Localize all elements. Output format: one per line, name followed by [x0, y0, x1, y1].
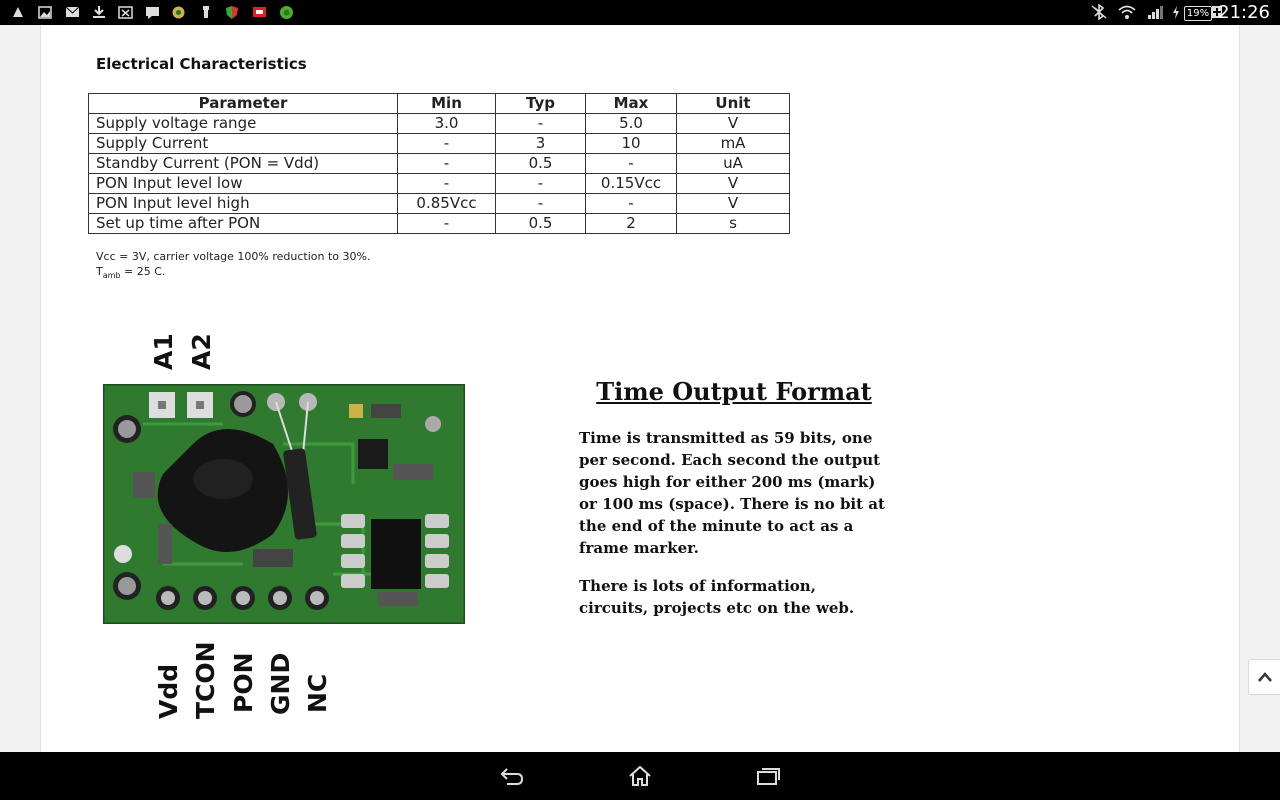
- receiver-module-photo: [103, 384, 465, 624]
- table-cell: 0.5: [496, 154, 586, 174]
- back-icon: [499, 766, 525, 786]
- table-cell: Standby Current (PON = Vdd): [89, 154, 398, 174]
- pin-label-a2: A2: [187, 333, 216, 370]
- scroll-to-top-button[interactable]: [1248, 659, 1280, 695]
- table-row: [89, 194, 790, 214]
- table-cell: 0.15Vcc: [586, 174, 677, 194]
- column-header: Typ: [496, 94, 586, 114]
- table-cell: 0.85Vcc: [398, 194, 496, 214]
- table-cell: 5.0: [586, 114, 677, 134]
- table-cell: mA: [677, 134, 790, 154]
- mail-icon: [64, 5, 80, 19]
- pin-label-pon: PON: [229, 652, 258, 713]
- status-time: 21:26: [1218, 2, 1270, 23]
- pin-label-nc: NC: [303, 673, 332, 713]
- chat-icon: [144, 5, 160, 19]
- flashlight-icon: [198, 5, 214, 19]
- game-icon: [278, 5, 294, 19]
- pin-label-gnd: GND: [266, 652, 295, 715]
- home-button[interactable]: [626, 764, 654, 788]
- document-sheet: [40, 25, 1240, 752]
- electrical-characteristics-table: [88, 93, 790, 234]
- table-cell: -: [496, 194, 586, 214]
- table-cell: uA: [677, 154, 790, 174]
- table-cell: 0.5: [496, 214, 586, 234]
- table-cell: PON Input level high: [89, 194, 398, 214]
- table-cell: -: [496, 114, 586, 134]
- note-subscript: amb: [102, 271, 121, 281]
- table-row: [89, 154, 790, 174]
- paragraph-1: Time is transmitted as 59 bits, one per second. Each second the output goes high for either 200 ms (mark) or 100 ms (space). There is no bit at the end of the minute to act as a frame marker.: [579, 429, 885, 557]
- section-heading: Time Output Format: [596, 377, 872, 406]
- pin-label-tcon: TCON: [191, 641, 220, 719]
- shield-icon: [224, 5, 240, 19]
- charging-icon: [1171, 5, 1181, 19]
- note-line-1: Vcc = 3V, carrier voltage 100% reduction to 30%.: [96, 250, 371, 263]
- table-cell: PON Input level low: [89, 174, 398, 194]
- paragraph-2: There is lots of information, circuits, projects etc on the web.: [579, 577, 855, 617]
- table-cell: -: [496, 174, 586, 194]
- table-row: [89, 134, 790, 154]
- signal-icon: [1146, 5, 1164, 19]
- column-header: Max: [586, 94, 677, 114]
- table-row: [89, 174, 790, 194]
- table-cell: 2: [586, 214, 677, 234]
- table-row: [89, 114, 790, 134]
- column-header: Parameter: [89, 94, 398, 114]
- table-cell: Set up time after PON: [89, 214, 398, 234]
- wifi-icon: [1117, 5, 1137, 19]
- note-suffix: = 25 C.: [120, 265, 166, 278]
- bluetooth-off-icon: [1089, 5, 1109, 19]
- column-header: Unit: [677, 94, 790, 114]
- table-header-row: [89, 94, 790, 114]
- table-cell: -: [398, 134, 496, 154]
- note-t: T: [96, 265, 103, 278]
- navigation-bar: [0, 752, 1280, 800]
- datasheet-note: [96, 249, 370, 283]
- table-cell: 3.0: [398, 114, 496, 134]
- column-header: Min: [398, 94, 496, 114]
- app-icon: [10, 5, 26, 19]
- notification-x-icon: [117, 5, 133, 19]
- page-viewport[interactable]: [0, 25, 1280, 752]
- settings-gear-icon: [170, 5, 186, 19]
- table-cell: -: [398, 214, 496, 234]
- pin-label-a1: A1: [149, 333, 178, 370]
- table-cell: V: [677, 194, 790, 214]
- pin-label-vdd: Vdd: [154, 663, 183, 719]
- recent-apps-button[interactable]: [754, 764, 782, 788]
- download-icon: [91, 5, 107, 19]
- home-icon: [627, 765, 653, 787]
- table-row: [89, 214, 790, 234]
- chevron-up-icon: [1257, 671, 1273, 683]
- table-cell: Supply voltage range: [89, 114, 398, 134]
- table-cell: Supply Current: [89, 134, 398, 154]
- battery-level: 19%: [1184, 6, 1212, 21]
- table-cell: V: [677, 114, 790, 134]
- status-bar: [0, 0, 1280, 25]
- recent-apps-icon: [755, 766, 781, 786]
- table-cell: 3: [496, 134, 586, 154]
- datasheet-title: Electrical Characteristics: [96, 55, 307, 73]
- mail-red-icon: [251, 5, 267, 19]
- table-cell: 10: [586, 134, 677, 154]
- back-button[interactable]: [498, 764, 526, 788]
- table-cell: -: [586, 194, 677, 214]
- image-icon: [37, 5, 53, 19]
- table-cell: -: [398, 174, 496, 194]
- table-cell: V: [677, 174, 790, 194]
- note-line-2: [96, 264, 370, 283]
- table-cell: s: [677, 214, 790, 234]
- table-cell: -: [398, 154, 496, 174]
- table-cell: -: [586, 154, 677, 174]
